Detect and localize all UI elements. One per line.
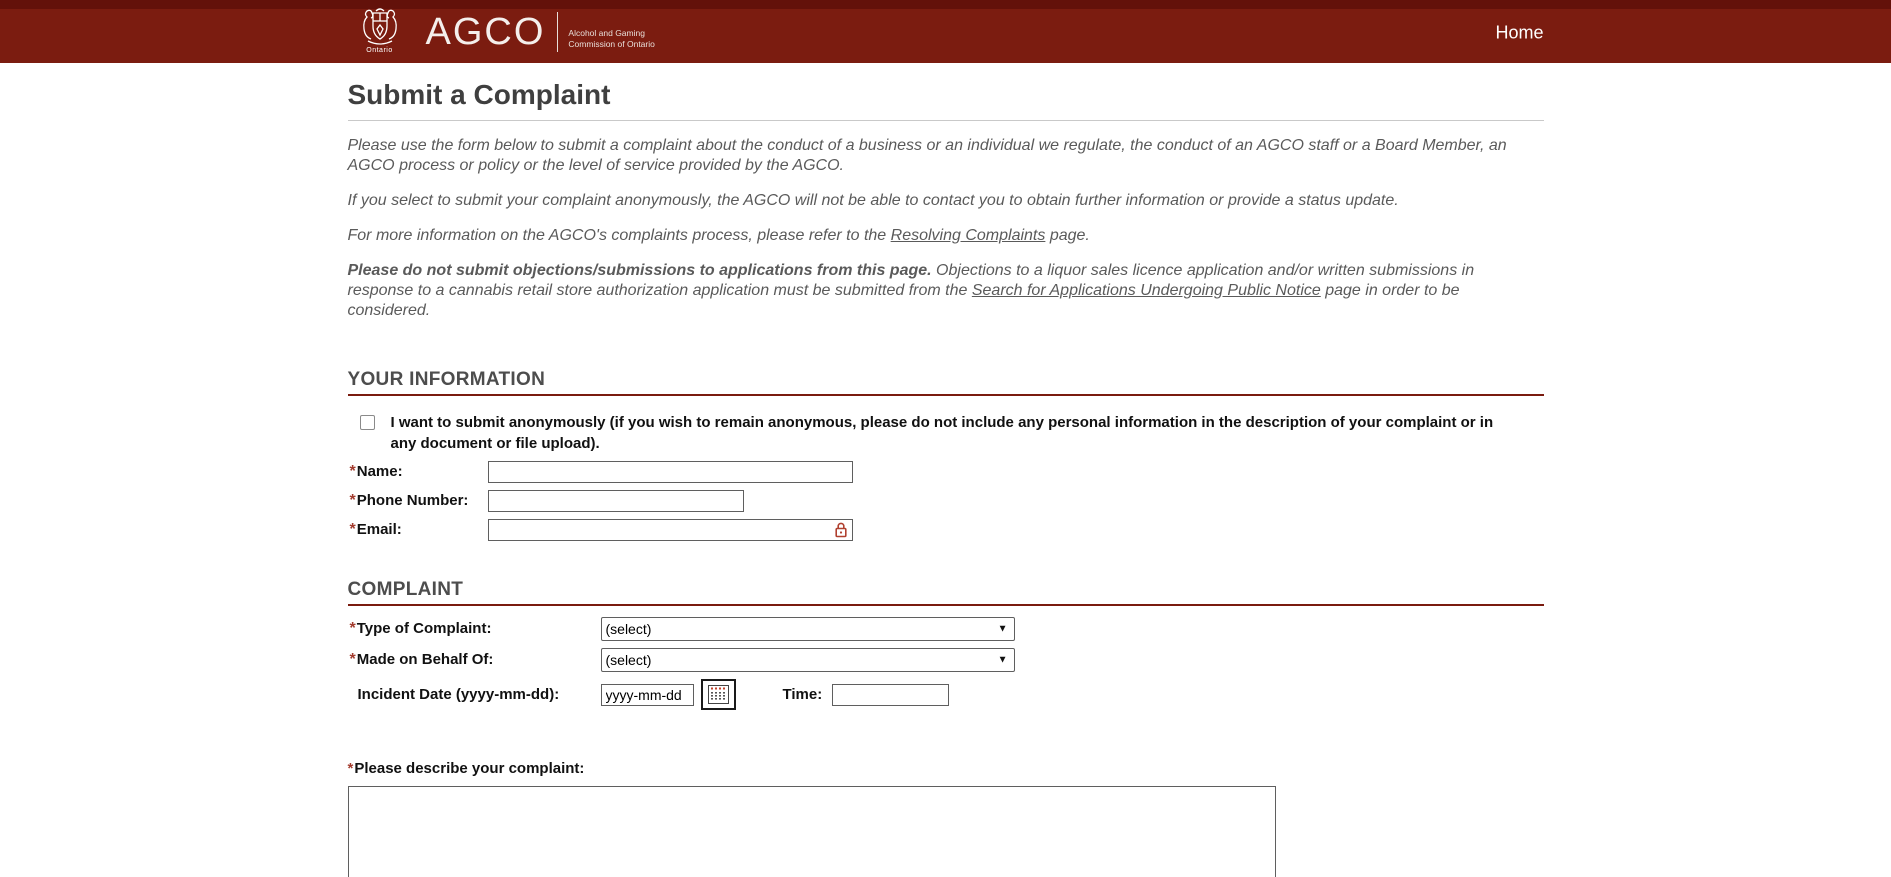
anonymous-checkbox-label: I want to submit anonymously (if you wish to remain anonymous, please do not include any personal information in the description of your complaint or in any document or file upload).	[390, 414, 1494, 452]
chevron-down-icon: ▼	[997, 623, 1008, 635]
complaint-divider	[348, 604, 1544, 606]
made-on-behalf-label: Made on Behalf Of:	[356, 651, 494, 668]
chevron-down-icon: ▼	[997, 654, 1008, 666]
name-label: Name:	[356, 463, 403, 480]
your-information-divider	[348, 394, 1544, 396]
brand-tagline	[568, 28, 654, 57]
email-label: Email:	[356, 521, 402, 538]
time-input[interactable]	[832, 684, 949, 706]
intro-p4-tail: page in order to be considered.	[347, 282, 1460, 319]
phone-label: Phone Number:	[356, 492, 469, 509]
required-marker: *	[349, 521, 356, 538]
describe-complaint-label	[348, 760, 1544, 777]
nav-home-link[interactable]: Home	[1495, 21, 1544, 42]
main-content	[348, 79, 1544, 877]
crest-caption: Ontario	[366, 47, 393, 54]
describe-complaint-label-text: Please describe your complaint:	[354, 760, 585, 777]
intro-p4-text: Objections to a liquor sales licence application and/or written submissions in response to a cannabis retail store authorization application must be submitted from the	[347, 262, 1475, 299]
incident-date-label: Incident Date (yyyy-mm-dd):	[357, 685, 560, 703]
complaint-heading: COMPLAINT	[347, 579, 464, 600]
ontario-crest-icon	[348, 5, 412, 57]
complaint-section	[348, 579, 1544, 877]
required-marker: *	[349, 463, 356, 480]
page-title: Submit a Complaint	[347, 79, 611, 110]
required-marker: *	[347, 760, 354, 777]
made-on-behalf-select[interactable]	[601, 648, 1015, 672]
incident-date-input[interactable]	[601, 684, 694, 706]
agco-logo[interactable]	[348, 5, 655, 57]
lock-icon	[835, 522, 847, 538]
type-of-complaint-label: Type of Complaint:	[356, 620, 492, 637]
type-of-complaint-select[interactable]	[601, 617, 1015, 641]
intro-paragraph-1: Please use the form below to submit a complaint about the conduct of a business or an individual we regulate, the conduct of an AGCO staff or a Board Member, an AGCO process or policy or the level of service provided by the AGCO.	[347, 137, 1507, 174]
calendar-icon	[708, 685, 729, 704]
name-input[interactable]	[488, 461, 853, 483]
intro-p3-text: For more information on the AGCO's complaints process, please refer to the	[347, 227, 891, 244]
intro-p3-tail: page.	[1045, 227, 1090, 244]
intro-p4-bold: Please do not submit objections/submissions to applications from this page.	[347, 262, 932, 279]
time-label: Time:	[782, 686, 823, 703]
brand-divider	[557, 12, 558, 52]
calendar-button[interactable]	[701, 679, 736, 710]
your-information-section	[348, 369, 1544, 541]
brand-acronym: AGCO	[425, 11, 546, 53]
intro-paragraph-4	[348, 261, 1544, 321]
phone-input[interactable]	[488, 490, 744, 512]
anonymous-checkbox[interactable]	[360, 415, 375, 430]
required-marker: *	[349, 620, 356, 637]
email-input[interactable]	[488, 519, 853, 541]
search-applications-link[interactable]: Search for Applications Undergoing Public Notice	[971, 282, 1321, 299]
intro-paragraph-2: If you select to submit your complaint anonymously, the AGCO will not be able to contact you to obtain further information or provide a status update.	[347, 192, 1399, 209]
title-divider	[348, 120, 1544, 121]
required-marker: *	[349, 492, 356, 509]
required-marker: *	[349, 651, 356, 668]
site-header	[0, 0, 1891, 63]
your-information-heading: YOUR INFORMATION	[347, 369, 546, 390]
complaint-description-textarea[interactable]	[348, 786, 1276, 877]
intro-text	[348, 136, 1544, 321]
resolving-complaints-link[interactable]: Resolving Complaints	[890, 227, 1046, 244]
brand-tagline-line2: Commission of Ontario	[568, 38, 655, 49]
intro-paragraph-3	[348, 226, 1544, 246]
brand-tagline-line1: Alcohol and Gaming	[568, 27, 645, 38]
